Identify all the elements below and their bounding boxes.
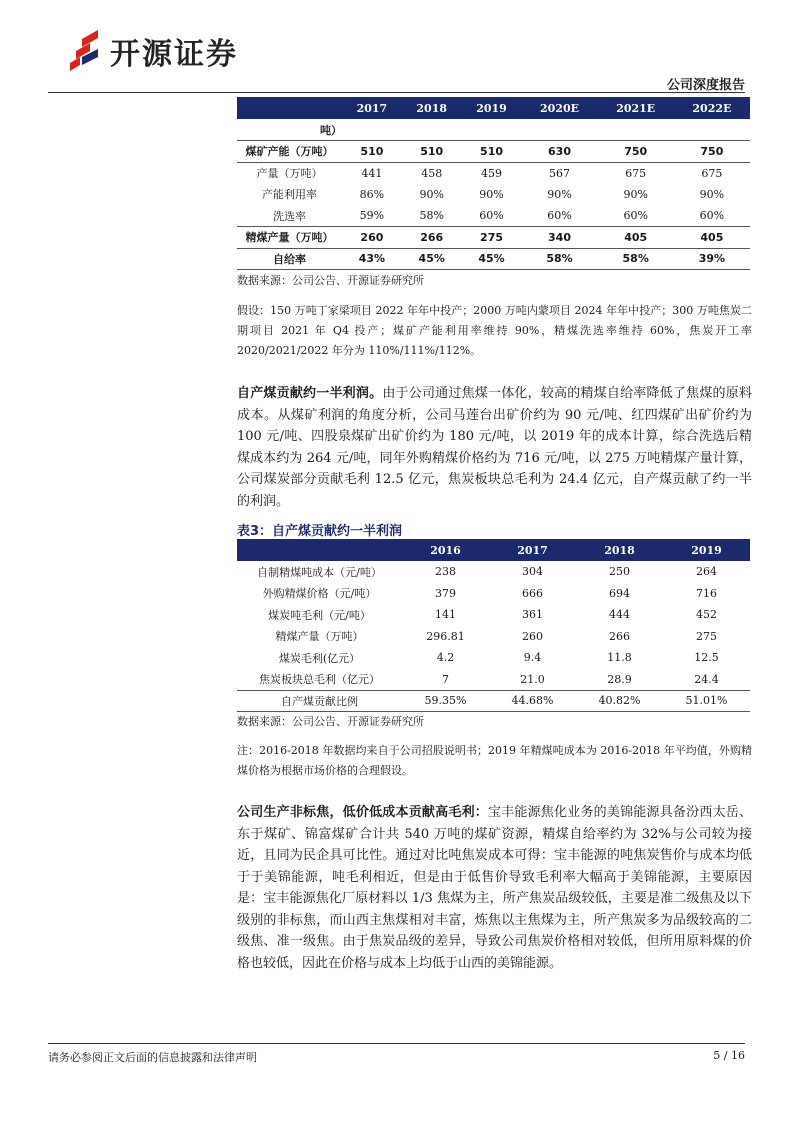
table-cell: 51.01% xyxy=(663,690,750,712)
row-label: 精煤产量（万吨） xyxy=(275,630,364,644)
header-divider xyxy=(48,92,745,93)
table-cell: 90% xyxy=(623,187,648,201)
table-header-cell: 2019 xyxy=(462,97,522,119)
table-cell: 405 xyxy=(598,227,674,249)
table-header-cell: 2019 xyxy=(663,539,750,561)
table-row xyxy=(237,604,750,626)
table-header-cell xyxy=(237,539,402,561)
row-label: 煤矿产能（万吨） xyxy=(237,141,342,163)
table-row xyxy=(237,184,750,206)
row-label: 自制精煤吨成本（元/吨） xyxy=(257,565,382,579)
table2-source: 数据来源：公司公告、开源证券研究所 xyxy=(237,715,424,728)
row-label: 外购精煤价格（元/吨） xyxy=(262,587,377,601)
table-cell: 266 xyxy=(609,629,630,643)
table-cell: 675 xyxy=(701,166,723,180)
table-cell: 275 xyxy=(696,629,717,643)
table-cell xyxy=(674,119,750,141)
table-cell: 266 xyxy=(402,227,462,249)
table-cell: 43% xyxy=(342,248,402,270)
table-cell xyxy=(462,119,522,141)
table-cell: 275 xyxy=(462,227,522,249)
logo-text: 开源证券 xyxy=(110,37,238,72)
table-cell: 90% xyxy=(699,187,725,201)
logo-mark-icon xyxy=(66,29,102,73)
table-cell: 260 xyxy=(342,227,402,249)
row-label: 焦炭板块总毛利（亿元） xyxy=(237,669,402,691)
table-cell: 90% xyxy=(547,187,572,201)
table-cell: 694 xyxy=(609,586,630,600)
table-cell: 24.4 xyxy=(663,669,750,691)
table-cell: 340 xyxy=(521,227,597,249)
table-cell: 58% xyxy=(598,248,674,270)
table-row xyxy=(237,248,750,270)
table-row xyxy=(237,690,750,712)
table-row xyxy=(237,583,750,605)
table1-assumption-note: 假设：150 万吨丁家梁项目 2022 年年中投产；2000 万吨内蒙项目 2024 年年中投产；300 万吨焦炭二期项目 2021 年 Q4 投产；煤矿产能利用率维持 90%，精煤洗选率维持 60%，焦炭开工率 2020/2021/2022 年分为 110%/111%/112%。 xyxy=(237,304,752,357)
table-cell: 361 xyxy=(522,608,543,622)
logo xyxy=(66,26,238,76)
row-label: 自产煤贡献比例 xyxy=(237,690,402,712)
table-header-cell: 2021E xyxy=(598,97,674,119)
table-cell: 510 xyxy=(462,141,522,163)
table-cell xyxy=(598,119,674,141)
table-header-cell: 2020E xyxy=(521,97,597,119)
table-cell: 12.5 xyxy=(694,651,719,665)
table-cell: 45% xyxy=(402,248,462,270)
row-label: 产能利用率 xyxy=(262,188,317,202)
table-cell: 405 xyxy=(674,227,750,249)
table-cell: 28.9 xyxy=(576,669,663,691)
table-row xyxy=(237,162,750,184)
table-row xyxy=(237,119,750,141)
table-row xyxy=(237,141,750,163)
capacity-table xyxy=(237,97,750,270)
table-header-cell xyxy=(237,97,342,119)
report-type-label: 公司深度报告 xyxy=(666,78,745,93)
table-cell: 4.2 xyxy=(436,651,455,665)
table-cell: 39% xyxy=(674,248,750,270)
table-cell xyxy=(342,119,402,141)
table-cell: 630 xyxy=(521,141,597,163)
table-cell: 379 xyxy=(435,586,456,600)
table-cell: 60% xyxy=(598,205,674,227)
table-cell: 510 xyxy=(402,141,462,163)
table-cell: 260 xyxy=(522,629,543,643)
table-cell: 441 xyxy=(361,166,383,180)
table-cell: 45% xyxy=(462,248,522,270)
table-cell: 238 xyxy=(435,565,456,579)
table-header-cell: 2018 xyxy=(576,539,663,561)
table3-title: 表3：自产煤贡献约一半利润 xyxy=(237,524,403,539)
paragraph-self-coal-profit xyxy=(237,383,752,512)
table-cell: 11.8 xyxy=(607,651,632,665)
paragraph-nonstandard-coke-lead: 公司生产非标焦，低价低成本贡献高毛利： xyxy=(237,805,488,820)
table-header-cell: 2018 xyxy=(402,97,462,119)
table-cell: 86% xyxy=(359,187,385,201)
row-label: 煤炭毛利(亿元） xyxy=(278,651,361,665)
table-cell: 21.0 xyxy=(489,669,576,691)
table-cell: 58% xyxy=(521,248,597,270)
row-label: 自给率 xyxy=(237,248,342,270)
table-cell: 510 xyxy=(342,141,402,163)
table-cell: 666 xyxy=(522,586,543,600)
table-header-cell: 2016 xyxy=(402,539,489,561)
table-cell: 304 xyxy=(522,565,543,579)
table-cell: 459 xyxy=(481,166,503,180)
table-header-cell: 2017 xyxy=(342,97,402,119)
table1-source: 数据来源：公司公告、开源证券研究所 xyxy=(237,274,424,287)
table-row xyxy=(237,626,750,648)
table-cell: 9.4 xyxy=(523,651,542,665)
table-cell xyxy=(521,119,597,141)
table-cell: 44.68% xyxy=(489,690,576,712)
table-cell: 60% xyxy=(462,205,522,227)
table-cell: 452 xyxy=(696,608,717,622)
table-cell: 59.35% xyxy=(402,690,489,712)
table-row xyxy=(237,647,750,669)
paragraph-self-coal-profit-body: 由于公司通过焦煤一体化，较高的精煤自给率降低了焦煤的原料成本。从煤矿利润的角度分析，公司马莲台出矿价约为 90 元/吨、红四煤矿出矿价约为 100 元/吨、四股泉煤矿出矿价约为 180 元/吨，以 2019 年的成本计算，综合洗选后精煤成本约为 264 元/吨，同年外购精煤价格约为 716 元/吨，以 275 万吨精煤产量计算，公司煤炭部分贡献毛利 12.5 亿元，焦炭板块总毛利为 24.4 亿元，自产煤贡献了约一半的利润。 xyxy=(237,386,752,509)
table-cell: 7 xyxy=(402,669,489,691)
table-cell: 716 xyxy=(696,586,717,600)
table-row xyxy=(237,669,750,691)
table-row xyxy=(237,205,750,227)
row-label: 产量（万吨） xyxy=(256,167,323,180)
row-label: 煤炭吨毛利（元/吨） xyxy=(268,608,371,622)
table-row xyxy=(237,227,750,249)
row-label: 洗选率 xyxy=(237,205,342,227)
table-cell: 60% xyxy=(674,205,750,227)
table-cell: 90% xyxy=(479,187,504,201)
table-cell xyxy=(402,119,462,141)
table-row xyxy=(237,561,750,583)
row-label: 吨） xyxy=(237,119,342,141)
table-cell: 59% xyxy=(342,205,402,227)
table-cell: 90% xyxy=(419,187,444,201)
table-cell: 444 xyxy=(609,608,630,622)
table-cell: 60% xyxy=(521,205,597,227)
table-cell: 264 xyxy=(696,565,717,579)
table-header-cell: 2022E xyxy=(674,97,750,119)
footer-divider xyxy=(48,1043,745,1044)
table-cell: 250 xyxy=(609,565,630,579)
table-cell: 567 xyxy=(549,166,571,180)
page-number: 5 / 16 xyxy=(713,1049,745,1062)
table-cell: 458 xyxy=(421,166,443,180)
paragraph-self-coal-profit-lead: 自产煤贡献约一半利润。 xyxy=(237,386,383,401)
table-cell: 750 xyxy=(598,141,674,163)
table-cell: 141 xyxy=(435,608,456,622)
row-label: 精煤产量（万吨） xyxy=(237,227,342,249)
table-cell: 750 xyxy=(674,141,750,163)
table-header-cell: 2017 xyxy=(489,539,576,561)
self-coal-profit-table xyxy=(237,539,750,712)
table2-note: 注：2016-2018 年数据均来自于公司招股说明书；2019 年精煤吨成本为 2016-2018 年平均值，外购精煤价格为根据市场价格的合理假设。 xyxy=(237,744,752,777)
table-cell: 58% xyxy=(402,205,462,227)
table-cell: 675 xyxy=(625,166,647,180)
footer-disclaimer: 请务必参阅正文后面的信息披露和法律声明 xyxy=(48,1051,257,1064)
paragraph-nonstandard-coke-body: 宝丰能源焦化业务的美锦能源具备汾西太岳、东于煤矿、锦富煤矿合计共 540 万吨的煤矿资源，精煤自给率约为 32%与公司较为接近，且同为民企具可比性。通过对比吨焦炭成本可得：宝丰能源的吨焦炭售价与成本均低于于美锦能源，吨毛利相近，但是由于低售价导致毛利率大幅高于美锦能源，主要原因是：宝丰能源焦化厂原材料以 1/3 焦煤为主，所产焦炭品级较低，主要是准二级焦及以下级别的非标焦，而山西主焦煤相对丰富，炼焦以主焦煤为主，所产焦炭多为品级较高的二级焦、准一级焦。由于焦炭品级的差异，导致公司焦炭价格相对较低，但所用原料煤的价格也较低，因此在价格与成本上均低于山西的美锦能源。 xyxy=(237,805,752,971)
paragraph-nonstandard-coke xyxy=(237,802,752,974)
table-cell: 296.81 xyxy=(426,629,465,643)
table-cell: 40.82% xyxy=(576,690,663,712)
